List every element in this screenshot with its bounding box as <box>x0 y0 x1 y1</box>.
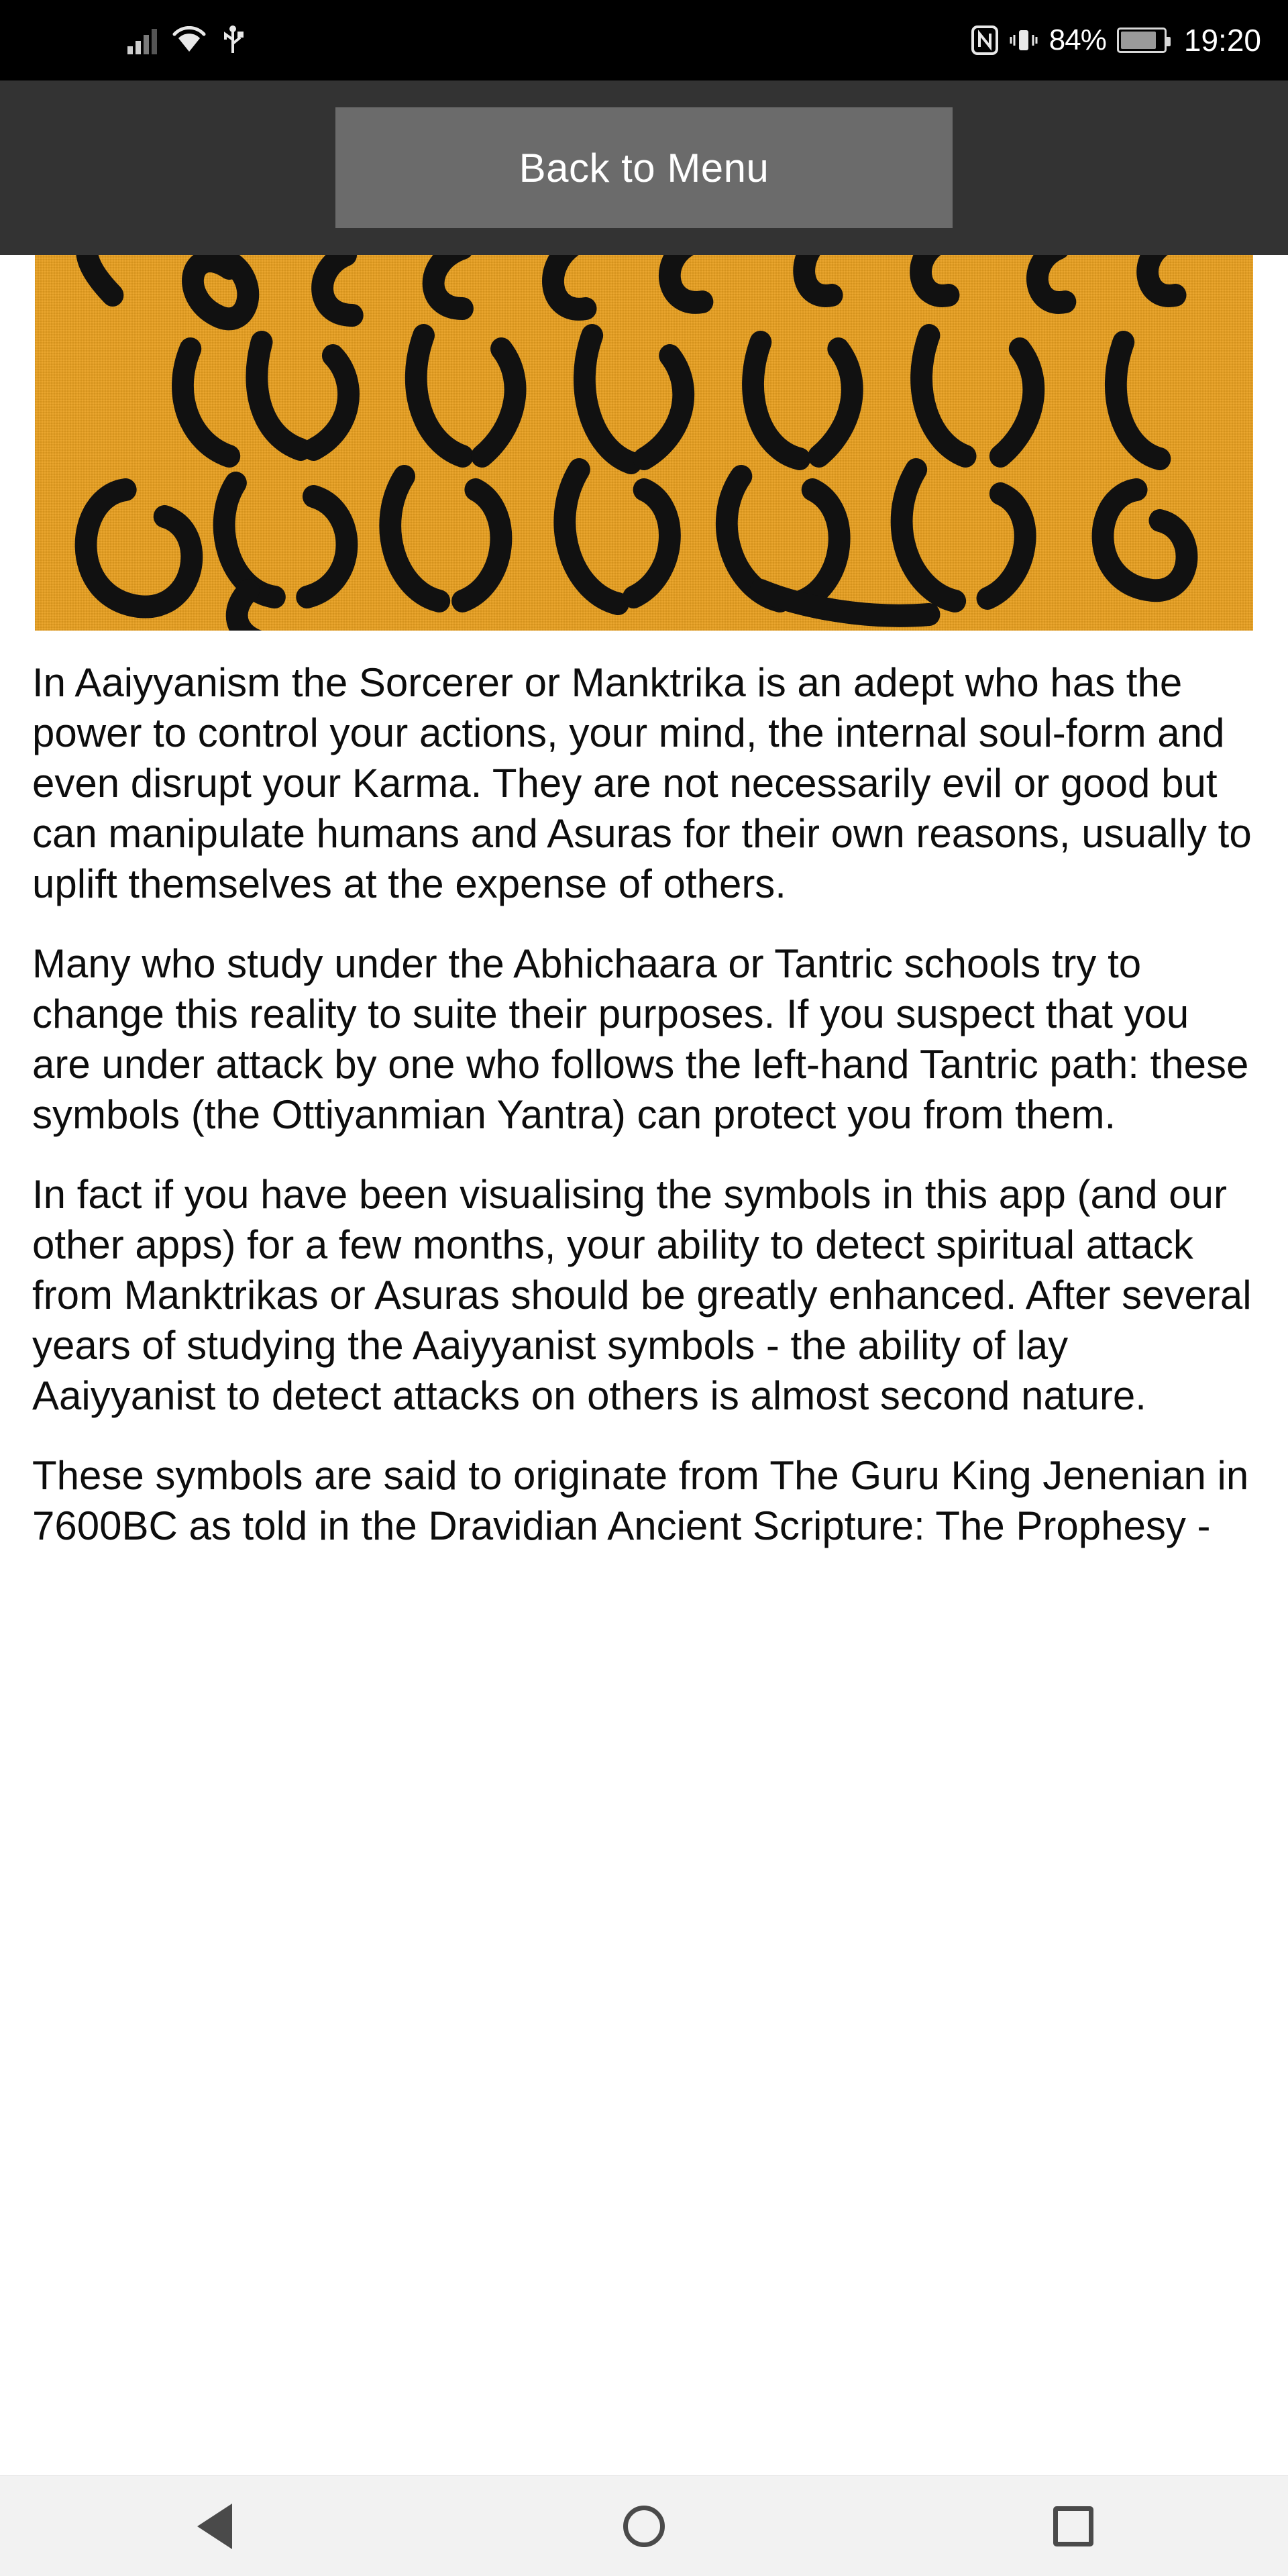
article-paragraph: In fact if you have been visualising the symbols in this app (and our other apps) for a few months, your ability to detect spiritual attack from Manktrikas or Asuras should be greatly enhanced. After several years of studying the Aaiyyanist symbols - the ability of lay Aaiyyanist to detect attacks on others is almost second nature. <box>32 1172 1252 1418</box>
app-bar <box>0 80 1288 255</box>
usb-icon <box>221 25 244 56</box>
nav-home-icon <box>623 2506 665 2547</box>
article-body <box>0 631 1288 1551</box>
signal-icon <box>127 26 157 54</box>
vibrate-icon <box>1009 25 1038 55</box>
article-paragraph: These symbols are said to originate from The Guru King Jenenian in 7600BC as told in the Dravidian Ancient Scripture: The Prophesy - <box>32 1453 1249 1548</box>
back-to-menu-button[interactable]: Back to Menu <box>335 107 953 228</box>
clock: 19:20 <box>1183 23 1261 58</box>
article-paragraph: Many who study under the Abhichaara or Tantric schools try to change this reality to suite their purposes. If you suspect that you are under attack by one who follows the left-hand Tantric path: these symbols (the Ottiyanmian Yantra) can protect you from them. <box>32 941 1249 1137</box>
system-nav-bar <box>0 2475 1288 2576</box>
script-banner-image <box>35 255 1253 631</box>
battery-percent: 84% <box>1049 23 1106 56</box>
wifi-icon <box>172 26 207 54</box>
nav-back-button[interactable] <box>148 2476 282 2576</box>
content-area[interactable] <box>0 255 1288 2475</box>
nav-recents-icon <box>1053 2506 1093 2546</box>
nav-recents-button[interactable] <box>1006 2476 1140 2576</box>
status-left-icons <box>127 25 244 56</box>
status-right-icons <box>971 22 1261 58</box>
nav-home-button[interactable] <box>577 2476 711 2576</box>
battery-fill <box>1121 32 1156 49</box>
banner-glyphs <box>35 255 1253 631</box>
status-bar <box>0 0 1288 80</box>
nfc-icon <box>971 25 998 55</box>
content-fade <box>0 2428 1288 2475</box>
battery-icon <box>1117 28 1167 53</box>
article-paragraph: In Aaiyyanism the Sorcerer or Manktrika is an adept who has the power to control your actions, your mind, the internal soul-form and even disrupt your Karma. They are not necessarily evil or good but can manipulate humans and Asuras for their own reasons, usually to uplift themselves at the expense of others. <box>32 660 1252 906</box>
nav-back-icon <box>197 2504 232 2549</box>
